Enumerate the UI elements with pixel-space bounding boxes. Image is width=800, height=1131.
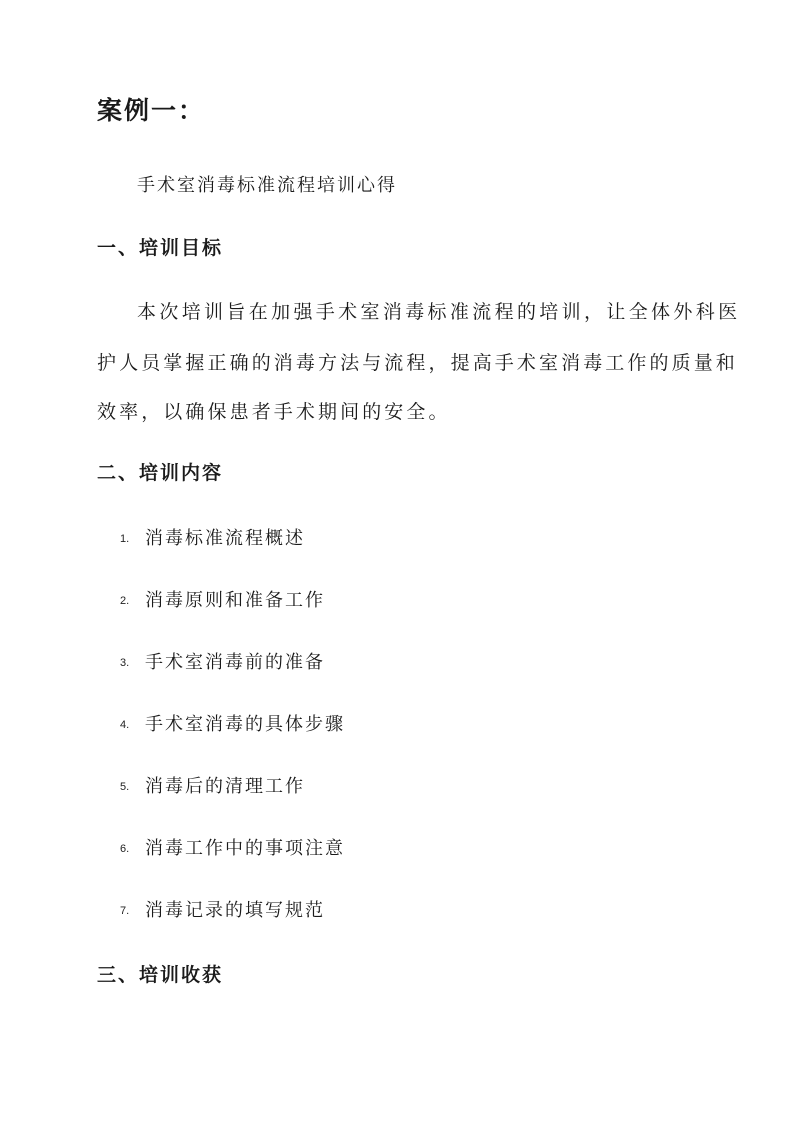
list-item-number: 2.	[120, 595, 130, 607]
list-item-text: 消毒记录的填写规范	[145, 900, 325, 921]
paragraph-line: 效率，以确保患者手术期间的安全。	[97, 401, 451, 423]
case-title: 案例一：	[97, 96, 206, 125]
list-item-number: 3.	[120, 657, 130, 669]
document-subtitle: 手术室消毒标准流程培训心得	[137, 175, 397, 196]
list-item-text: 消毒工作中的事项注意	[145, 838, 345, 859]
paragraph-line: 本次培训旨在加强手术室消毒标准流程的培训，让全体外科医	[137, 301, 741, 323]
paragraph-line: 护人员掌握正确的消毒方法与流程，提高手术室消毒工作的质量和	[97, 352, 738, 374]
list-item-number: 5.	[120, 781, 130, 793]
list-item-number: 4.	[120, 719, 130, 731]
list-item-text: 消毒标准流程概述	[145, 528, 305, 549]
section-heading-content: 二、培训内容	[97, 462, 224, 484]
list-item-text: 消毒后的清理工作	[145, 776, 305, 797]
list-item-text: 手术室消毒前的准备	[145, 652, 325, 673]
list-item-text: 手术室消毒的具体步骤	[145, 714, 345, 735]
section-heading-gains: 三、培训收获	[97, 964, 224, 986]
list-item-number: 6.	[120, 843, 130, 855]
list-item-number: 7.	[120, 905, 130, 917]
list-item-number: 1.	[120, 533, 130, 545]
section-heading-goals: 一、培训目标	[97, 237, 224, 259]
list-item-text: 消毒原则和准备工作	[145, 590, 325, 611]
